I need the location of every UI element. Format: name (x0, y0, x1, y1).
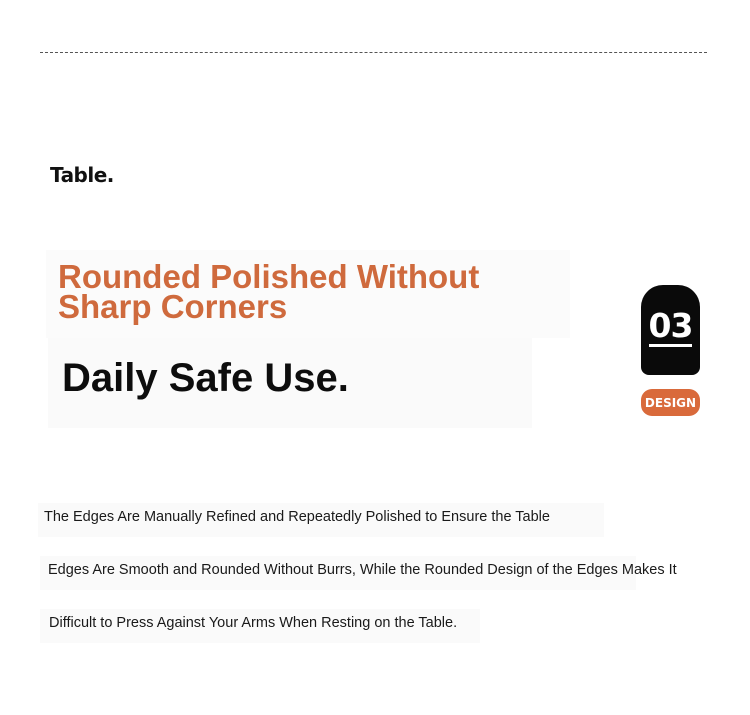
design-tag-label: DESIGN (644, 395, 697, 410)
design-tag (641, 389, 700, 416)
body-line-2: Edges Are Smooth and Rounded Without Burrs, While the Rounded Design of the Edges Makes It (48, 562, 677, 578)
body-line-1: The Edges Are Manually Refined and Repeatedly Polished to Ensure the Table (44, 509, 550, 525)
feature-number-badge (641, 285, 700, 375)
dashed-divider (40, 52, 707, 53)
feature-number: 03 (648, 306, 693, 345)
body-line-3: Difficult to Press Against Your Arms When Resting on the Table. (49, 615, 458, 631)
subhead: Daily Safe Use. (62, 356, 349, 400)
headline: Rounded Polished Without Sharp Corners (58, 258, 480, 325)
section-label: Table. (50, 163, 114, 187)
